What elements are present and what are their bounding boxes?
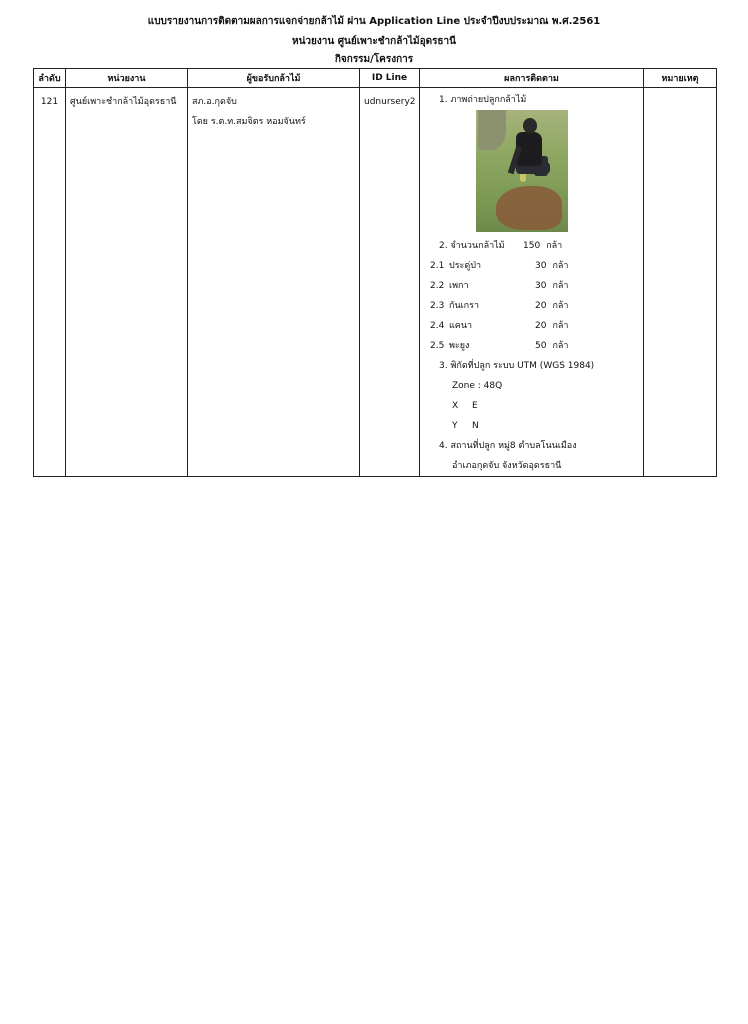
col-header-remark: หมายเหตุ — [644, 69, 717, 88]
species-name: แคนา — [449, 321, 473, 331]
photo-tree — [478, 110, 506, 150]
col-header-no: ลำดับ — [34, 69, 66, 88]
species-name: เพกา — [449, 281, 469, 291]
recipient-line-2: โดย ร.ต.ท.สมจิตร หอมจันทร์ — [192, 117, 306, 127]
cell-no: 121 — [34, 88, 66, 477]
species-num: 2.4 — [430, 321, 445, 331]
cell-remark — [644, 88, 717, 477]
photo-person-head — [523, 118, 537, 133]
species-row — [424, 256, 639, 276]
result-item-4-line-1: 4. สถานที่ปลูก หมู่8 ตำบลโนนเมือง — [439, 441, 577, 451]
planting-photo — [476, 110, 568, 232]
result-item-3: 3. พิกัดที่ปลูก ระบบ UTM (WGS 1984) — [439, 361, 595, 371]
col-header-agency: หน่วยงาน — [66, 69, 188, 88]
utm-x-label: X — [452, 401, 459, 411]
species-unit: กล้า — [552, 341, 569, 351]
species-num: 2.1 — [430, 261, 445, 271]
utm-zone: Zone : 48Q — [452, 381, 503, 391]
result-item-2-unit: กล้า — [546, 241, 563, 251]
photo-soil — [496, 186, 562, 230]
utm-y-label: Y — [452, 421, 458, 431]
species-row — [424, 276, 639, 296]
result-item-2-qty: 150 — [523, 241, 541, 251]
col-header-id-line: ID Line — [360, 69, 420, 88]
recipient-line-1: สภ.อ.กุดจับ — [192, 97, 237, 107]
result-item-1: 1. ภาพถ่ายปลูกกล้าไม้ — [439, 95, 527, 105]
cell-agency: ศูนย์เพาะชำกล้าไม้อุดรธานี — [66, 88, 188, 477]
species-qty: 50 — [535, 341, 547, 351]
species-qty: 30 — [535, 281, 547, 291]
utm-x-value: E — [472, 401, 478, 411]
species-qty: 30 — [535, 261, 547, 271]
species-num: 2.3 — [430, 301, 445, 311]
species-row — [424, 316, 639, 336]
result-item-2 — [424, 236, 639, 256]
species-qty: 20 — [535, 301, 547, 311]
cell-recipient — [188, 88, 360, 477]
species-unit: กล้า — [552, 301, 569, 311]
species-name: กันเกรา — [449, 301, 480, 311]
utm-x-row — [424, 396, 639, 416]
report-activity: กิจกรรม/โครงการ — [334, 54, 414, 65]
species-unit: กล้า — [552, 321, 569, 331]
table-header-row — [34, 69, 717, 88]
utm-y-row — [424, 416, 639, 436]
species-row — [424, 296, 639, 316]
report-title: แบบรายงานการติดตามผลการแจกจ่ายกล้าไม้ ผ่าน Application Line ประจำปีงบประมาณ พ.ศ.2561 — [147, 16, 601, 27]
species-num: 2.2 — [430, 281, 445, 291]
col-header-result: ผลการติดตาม — [420, 69, 644, 88]
species-unit: กล้า — [552, 261, 569, 271]
cell-id-line: udnursery2 — [360, 88, 420, 477]
species-row — [424, 336, 639, 356]
cell-result — [420, 88, 644, 477]
table-row — [34, 88, 717, 477]
result-item-2-label: 2. จำนวนกล้าไม้ — [439, 241, 505, 251]
species-name: ประดู่ป่า — [449, 261, 481, 271]
result-item-4-line-2: อำเภอกุดจับ จังหวัดอุดรธานี — [452, 461, 562, 471]
species-unit: กล้า — [552, 281, 569, 291]
report-unit: หน่วยงาน ศูนย์เพาะชำกล้าไม้อุดรธานี — [291, 36, 456, 47]
species-num: 2.5 — [430, 341, 445, 351]
col-header-recipient: ผู้ขอรับกล้าไม้ — [188, 69, 360, 88]
species-name: พะยูง — [449, 341, 470, 351]
species-qty: 20 — [535, 321, 547, 331]
utm-y-value: N — [472, 421, 479, 431]
report-table — [33, 68, 717, 477]
